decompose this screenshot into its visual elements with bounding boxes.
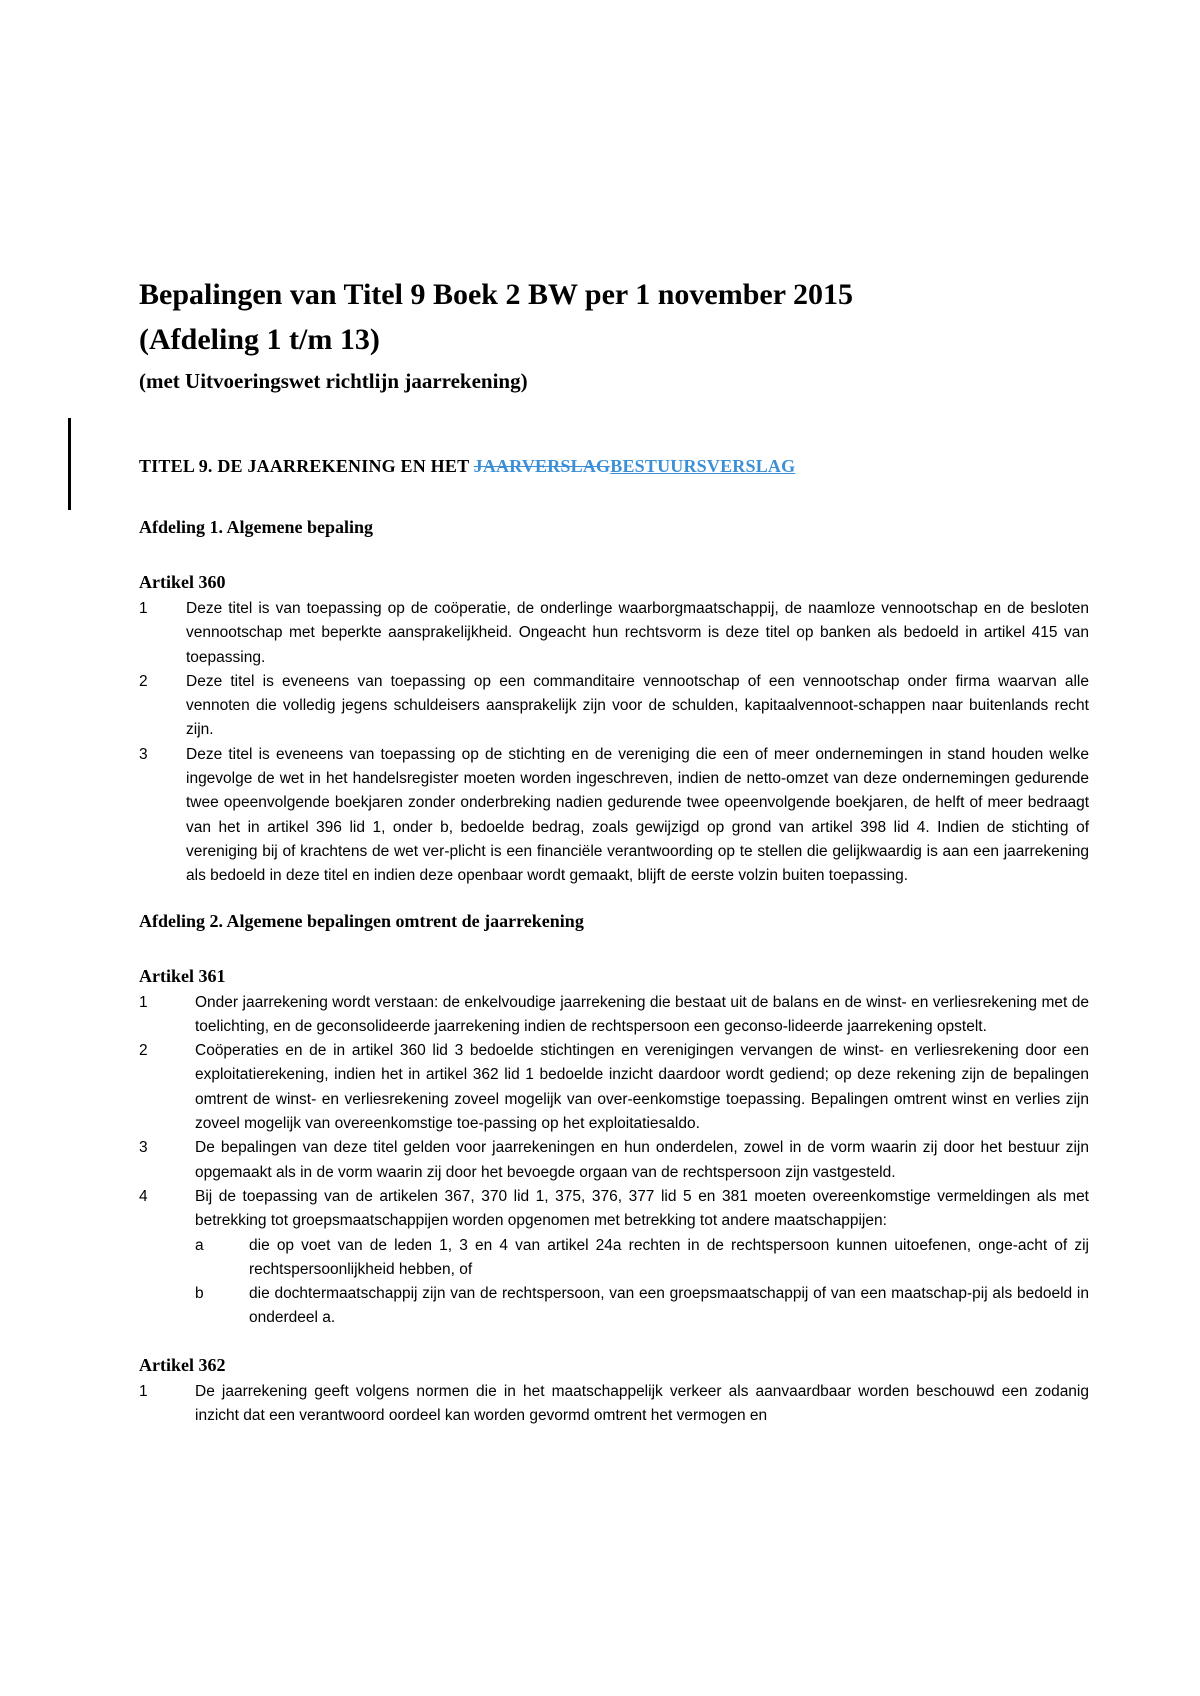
item-text: Deze titel is eveneens van toepassing op een commanditaire vennootschap of een vennootschap onder firma waarvan alle vennoten die volledig jegens schuldeisers aansprakelijk zijn voor de schulden, kapitaalvennoot-schappen naar buitenlands recht zijn. (186, 672, 1089, 739)
list-item (139, 1185, 1089, 1234)
revision-change-bar (68, 418, 71, 510)
item-number: 3 (139, 1139, 148, 1157)
list-item (139, 1039, 1089, 1136)
item-text: De bepalingen van deze titel gelden voor jaarrekeningen en hun onderdelen, zowel in de vorm waarin zij door het bestuur zijn opgemaakt als in de vorm waarin zij door het bevoegde orgaan van de rechtspersoon zijn vastgesteld. (195, 1139, 1089, 1181)
item-number: 4 (139, 1187, 148, 1205)
subitem-letter: b (195, 1285, 204, 1303)
item-text: Deze titel is eveneens van toepassing op de stichting en de vereniging die een of meer ondernemingen in stand houden welke ingevolge de wet in het handelsregister moeten worden ingeschreven, indien de netto-omzet van deze ondernemingen gedurende twee opeenvolgende boekjaren zonder onderbreking nadien gedurende twee opeenvolgende boekjaren, de helft of meer bedraagt van het in artikel 396 lid 1, onder b, bedoelde bedrag, zoals gewijzigd op grond van artikel 398 lid 4. Indien de stichting of vereniging bij of krachtens de wet ver-plicht is een financiële verantwoording op te stellen die gelijkwaardig is aan een jaarrekening als bedoeld in deze titel en indien deze openbaar wordt gemaakt, blijft de eerste volzin buiten toepassing. (186, 745, 1089, 885)
item-text: Bij de toepassing van de artikelen 367, 370 lid 1, 375, 376, 377 lid 5 en 381 moeten overeenkomstige vermeldingen als met betrekking tot groepsmaatschappijen worden opgenomen met betrekking tot andere maatschappijen: (195, 1187, 1089, 1230)
list-item (139, 991, 1089, 1040)
item-number: 3 (139, 745, 148, 763)
item-number: 2 (139, 1042, 148, 1060)
subitem-text: die op voet van de leden 1, 3 en 4 van artikel 24a rechten in de rechtspersoon kunnen uitoefenen, onge-acht of zij rechtspersoonlijkheid hebben, of (249, 1236, 1089, 1278)
item-number: 2 (139, 672, 148, 690)
afdeling-1-heading: Afdeling 1. Algemene bepaling (139, 517, 374, 537)
list-item (139, 597, 1089, 670)
item-text: Onder jaarrekening wordt verstaan: de enkelvoudige jaarrekening die bestaat uit de balans en de winst- en verliesrekening met de toelichting, en de geconsolideerde jaarrekening indien de rechtspersoon een geconso-lideerde jaarrekening opstelt. (195, 993, 1089, 1035)
list-item (139, 1136, 1089, 1185)
subitem-letter: a (195, 1236, 204, 1254)
document-subtitle: (met Uitvoeringswet richtlijn jaarrekening) (139, 369, 528, 393)
artikel-362-heading: Artikel 362 (139, 1354, 226, 1375)
artikel-360-heading: Artikel 360 (139, 572, 226, 592)
sub-list-item (195, 1234, 1089, 1283)
document-title-line2: (Afdeling 1 t/m 13) (139, 323, 380, 356)
list-item (139, 670, 1089, 743)
item-text: De jaarrekening geeft volgens normen die in het maatschappelijk verkeer als aanvaardbaar worden beschouwd een zodanig inzicht dat een verantwoord oordeel kan worden gevormd omtrent het vermogen en (195, 1382, 1089, 1425)
document-title: Bepalingen van Titel 9 Boek 2 BW per 1 november 2015 (139, 278, 853, 311)
afdeling-2-heading: Afdeling 2. Algemene bepalingen omtrent de jaarrekening (139, 910, 584, 931)
sub-list-item (195, 1282, 1089, 1331)
item-number: 1 (139, 993, 148, 1011)
document-content (139, 272, 1089, 1428)
item-number: 1 (139, 1382, 148, 1400)
titel-prefix: TITEL 9. DE JAARREKENING EN HET (139, 456, 474, 476)
item-text: Deze titel is van toepassing op de coöperatie, de onderlinge waarborgmaatschappij, de naamloze vennootschap en de besloten vennootschap met beperkte aansprakelijkheid. Ongeacht hun rechtsvorm is deze titel op banken als bedoeld in artikel 415 van toepassing. (186, 600, 1089, 666)
subitem-text: die dochtermaatschappij zijn van de rechtspersoon, van een groepsmaatschappij of van een maatschap-pij als bedoeld in onderdeel a. (249, 1285, 1089, 1327)
inserted-text: BESTUURSVERSLAG (610, 456, 796, 476)
list-item (139, 743, 1089, 889)
artikel-361-heading: Artikel 361 (139, 965, 226, 986)
item-text: Coöperaties en de in artikel 360 lid 3 bedoelde stichtingen en verenigingen vervangen de winst- en verliesrekening door een exploitatierekening, indien het in artikel 362 lid 1 bedoelde inzicht daardoor wordt gediend; op deze rekening zijn de bepalingen omtrent de winst- en verliesrekening zoveel mogelijk van over-eenkomstige toepassing. Bepalingen omtrent winst en verlies zijn zoveel mogelijk van overeenkomstige toe-passing op het exploitatiesaldo. (195, 1042, 1089, 1133)
list-item (139, 1380, 1089, 1429)
titel-heading (139, 456, 1089, 477)
deleted-text: JAARVERSLAG (473, 456, 611, 476)
item-number: 1 (139, 600, 148, 617)
